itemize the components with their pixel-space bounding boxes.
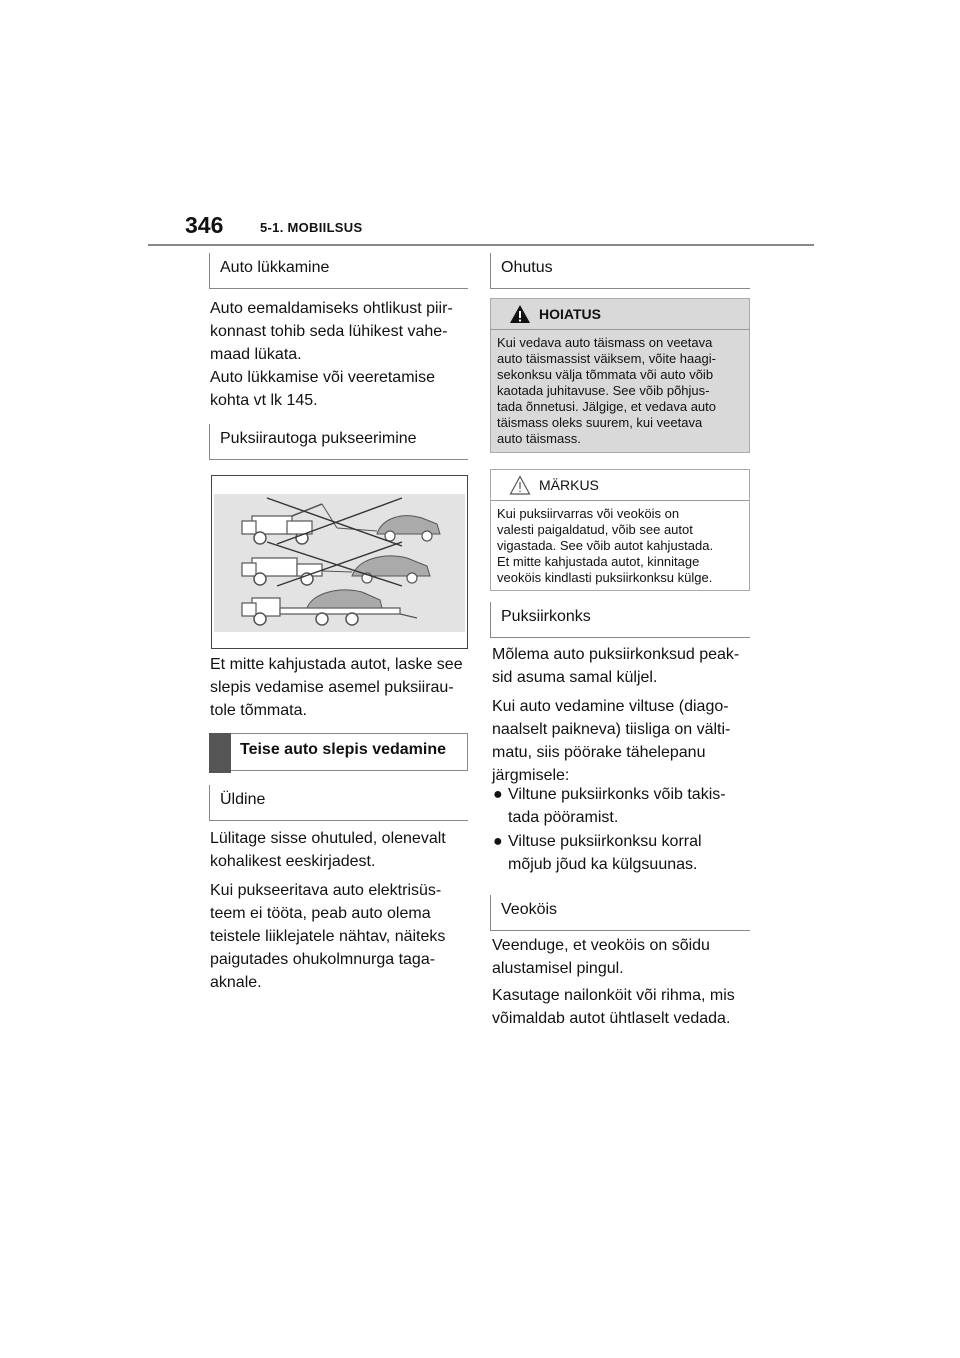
subheading-tow-rope-label: Veoköis	[501, 901, 558, 918]
caution-triangle-icon	[509, 475, 531, 495]
line: Lülitage sisse ohutuled, olenevalt	[210, 830, 446, 847]
line: naalselt paikneva) tiisliga on välti-	[492, 721, 731, 738]
subheading-tow-truck-label: Puksiirautoga pukseerimine	[220, 430, 417, 447]
line: järgmisele:	[492, 767, 570, 784]
line: alustamisel pingul.	[492, 960, 624, 977]
line: teistele liiklejatele nähtav, näiteks	[210, 928, 446, 945]
page-number: 346	[185, 212, 224, 238]
line: Kui auto vedamine viltuse (diago-	[492, 698, 729, 715]
heading-block-marker	[209, 733, 231, 773]
warning-text	[497, 335, 743, 447]
line: auto täismassist väiksem, võite haagi-	[497, 351, 716, 366]
section-title: 5-1. MOBIILSUS	[260, 220, 363, 235]
header-rule	[148, 244, 814, 246]
line: Kui pukseeritava auto elektrisüs-	[210, 882, 442, 899]
line: veoköis kindlasti puksiirkonksu külge.	[497, 570, 713, 585]
subheading-tow-hook	[490, 602, 750, 638]
push-paragraph-2	[210, 366, 470, 412]
line: võimaldab autot ühtlaselt vedada.	[492, 1010, 731, 1027]
line: Kui puksiirvarras või veoköis on	[497, 506, 680, 521]
warning-title: HOIATUS	[539, 306, 601, 322]
line: vigastada. See võib autot kahjustada.	[497, 538, 714, 553]
line: Veenduge, et veoköis on sõidu	[492, 937, 710, 954]
line: Auto eemaldamiseks ohtlikust piir-	[210, 300, 453, 317]
subheading-general	[209, 785, 468, 821]
subheading-tow-hook-label: Puksiirkonks	[501, 608, 591, 625]
general-paragraph-2	[210, 879, 470, 994]
line: kohta vt lk 145.	[210, 392, 318, 409]
warning-triangle-icon	[509, 304, 531, 324]
subheading-push-label: Auto lükkamine	[220, 259, 330, 276]
line: kohalikest eeskirjadest.	[210, 853, 376, 870]
warning-header	[491, 299, 749, 330]
warning-box	[490, 298, 750, 453]
rope-paragraph-1	[492, 934, 754, 980]
line: valesti paigaldatud, võib see autot	[497, 522, 693, 537]
line: konnast tohib seda lühikest vahe-	[210, 323, 448, 340]
line: Kasutage nailonköit või rihma, mis	[492, 987, 735, 1004]
line: Viltune puksiirkonks võib takis-	[508, 786, 726, 803]
subheading-general-label: Üldine	[220, 791, 266, 808]
line: mõjub jõud ka külgsuunas.	[508, 856, 698, 873]
subheading-safety-label: Ohutus	[501, 259, 553, 276]
bullet-dot: ●	[493, 833, 503, 850]
line: auto täismass.	[497, 431, 581, 446]
notice-text	[497, 506, 743, 586]
line: Mõlema auto puksiirkonksud peak-	[492, 646, 740, 663]
figure-caption	[210, 653, 470, 722]
main-heading-towing-label: Teise auto slepis vedamine	[240, 741, 447, 758]
line: paigutades ohukolmnurga taga-	[210, 951, 436, 968]
bullet-text	[508, 830, 702, 876]
rope-paragraph-2	[492, 984, 754, 1030]
line: kaotada juhitavuse. See võib põhjus-	[497, 383, 710, 398]
main-heading-towing	[209, 733, 468, 771]
line: täismass oleks suurem, kui veetava	[497, 415, 703, 430]
hook-paragraph-1	[492, 643, 754, 689]
general-paragraph-1	[210, 827, 470, 873]
line: sid asuma samal küljel.	[492, 669, 658, 686]
line: teem ei tööta, peab auto olema	[210, 905, 431, 922]
towing-illustration	[212, 476, 467, 648]
notice-header	[491, 470, 749, 501]
subheading-tow-rope	[490, 895, 750, 931]
line: aknale.	[210, 974, 262, 991]
line: Viltuse puksiirkonksu korral	[508, 833, 702, 850]
line: matu, siis pöörake tähelepanu	[492, 744, 706, 761]
line: tada pööramist.	[508, 809, 619, 826]
subheading-tow-truck	[209, 424, 468, 460]
line: tole tõmmata.	[210, 702, 307, 719]
notice-title: MÄRKUS	[539, 477, 599, 493]
push-paragraph-1	[210, 297, 470, 366]
line: sekonksu välja tõmmata või auto võib	[497, 367, 714, 382]
notice-box	[490, 469, 750, 591]
line: slepis vedamise asemel puksiirau-	[210, 679, 454, 696]
towing-figure	[211, 475, 468, 649]
subheading-safety	[490, 253, 750, 289]
line: Auto lükkamise või veeretamise	[210, 369, 435, 386]
line: tada õnnetusi. Jälgige, et vedava auto	[497, 399, 716, 414]
hook-paragraph-2	[492, 695, 754, 787]
subheading-push	[209, 253, 468, 289]
line: Kui vedava auto täismass on veetava	[497, 335, 713, 350]
line: Et mitte kahjustada autot, kinnitage	[497, 554, 700, 569]
bullet-text	[508, 783, 726, 829]
bullet-dot: ●	[493, 786, 503, 803]
line: Et mitte kahjustada autot, laske see	[210, 656, 463, 673]
line: maad lükata.	[210, 346, 302, 363]
